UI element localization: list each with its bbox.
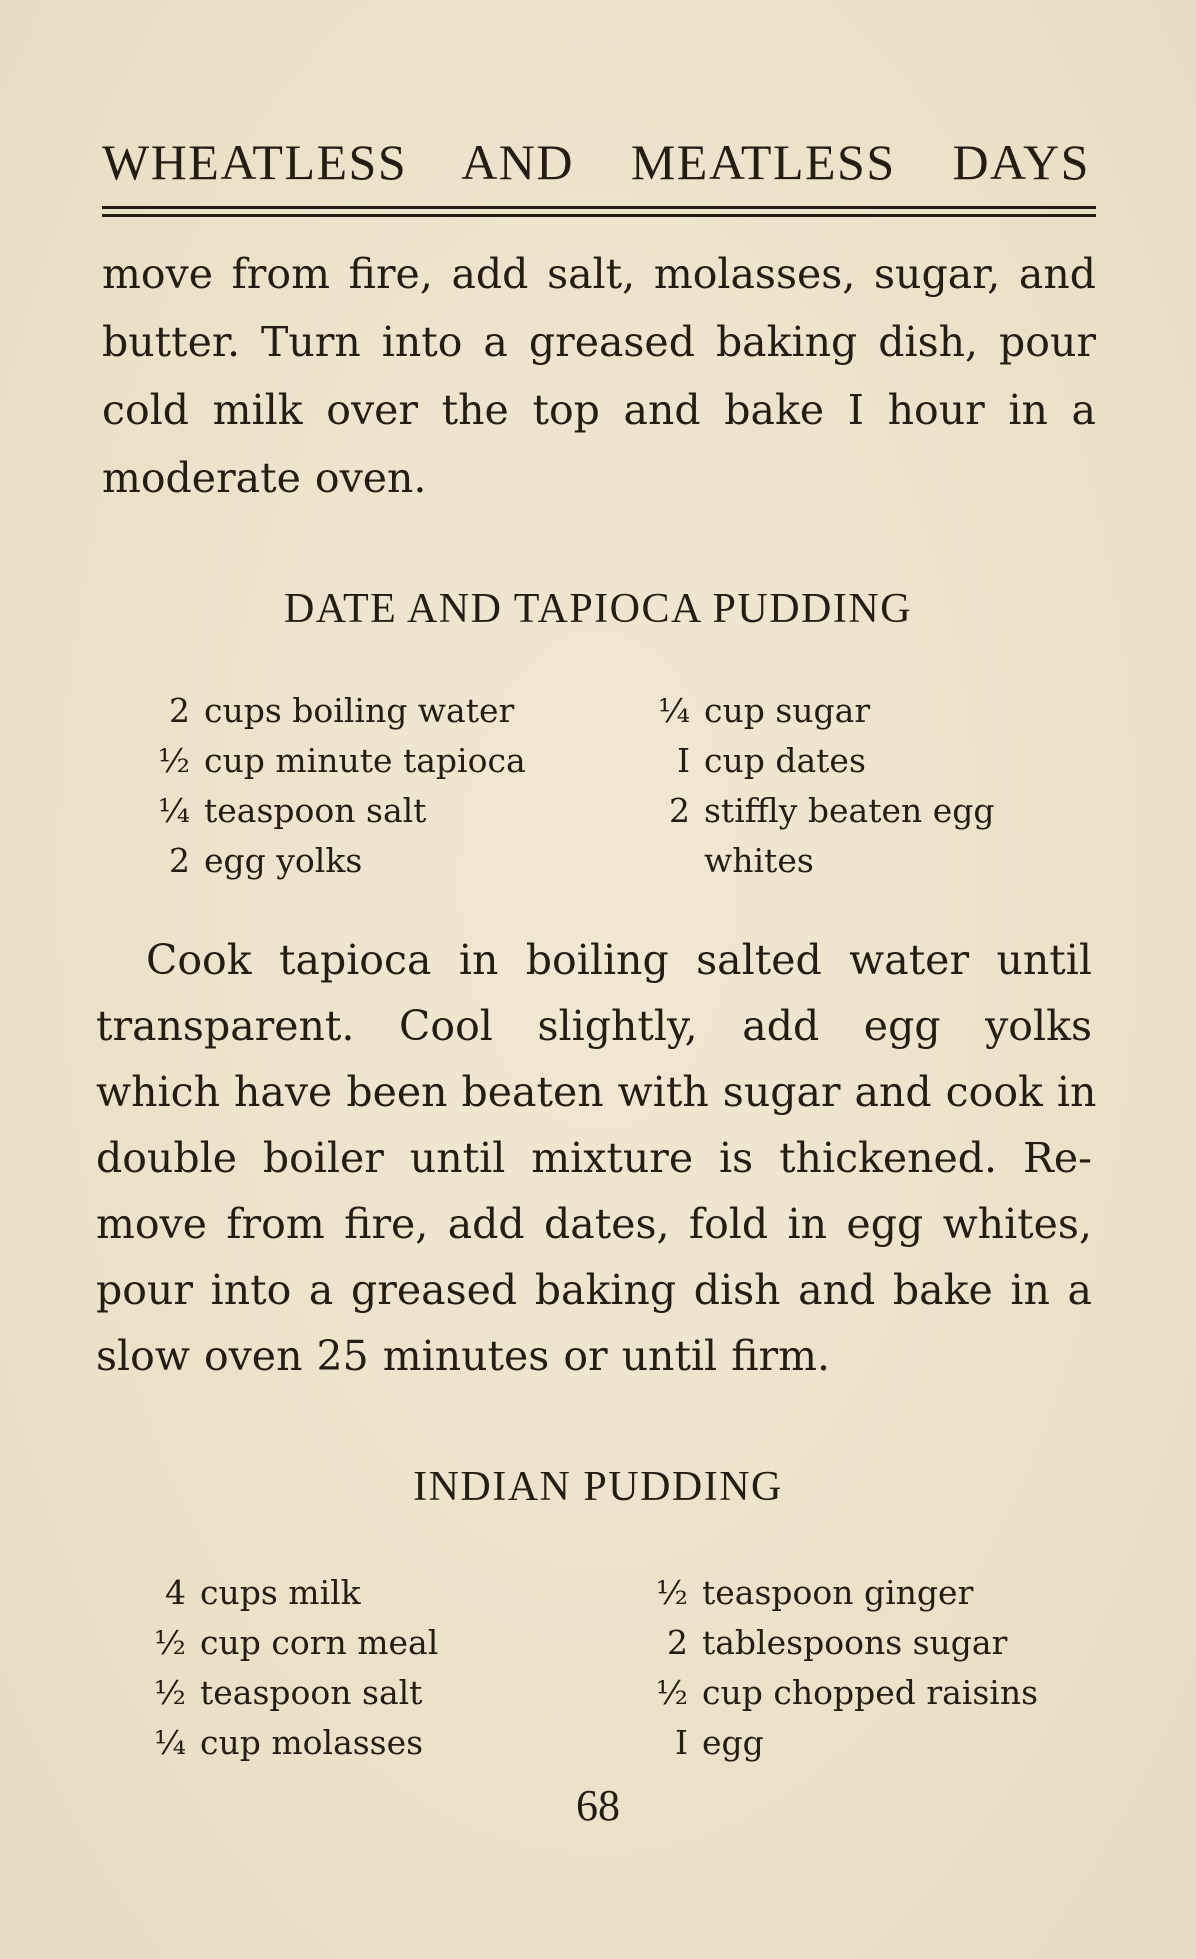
recipe-directions xyxy=(96,926,1097,1402)
recipe-title: INDIAN PUDDING xyxy=(413,1464,783,1510)
ingredient-item xyxy=(634,1668,1038,1718)
ingredient-item xyxy=(132,1568,361,1618)
ingredient-text: cups milk xyxy=(200,1573,361,1612)
directions-line: slow oven 25 minutes or until firm. xyxy=(96,1332,831,1380)
ingredient-quantity: I xyxy=(676,741,690,780)
ingredient-text: egg yolks xyxy=(204,841,363,880)
ingredient-text: egg xyxy=(702,1723,764,1762)
ingredient-item xyxy=(636,736,866,786)
ingredient-text: teaspoon salt xyxy=(200,1673,423,1712)
ingredient-text: tablespoons sugar xyxy=(702,1623,1008,1662)
ingredient-quantity: ½ xyxy=(656,1573,688,1612)
ingredient-text: cup corn meal xyxy=(200,1623,439,1662)
ingredient-quantity: I xyxy=(674,1723,688,1762)
ingredient-text: cups boiling water xyxy=(204,691,515,730)
ingredient-item xyxy=(634,1618,1007,1668)
ingredient-text: stiffly beaten egg xyxy=(704,791,995,830)
ingredient-quantity: ½ xyxy=(154,1673,186,1712)
header-rule-top xyxy=(102,206,1096,209)
paragraph-line: butter. Turn into a greased baking dish, pour xyxy=(102,318,1096,366)
ingredient-text: teaspoon salt xyxy=(204,791,427,830)
ingredient-item xyxy=(136,836,362,886)
paragraph-line: cold milk over the top and bake I hour in a xyxy=(102,386,1096,434)
directions-line: pour into a greased baking dish and bake in a xyxy=(96,1266,1092,1314)
header-rule-bottom xyxy=(102,214,1096,217)
directions-line: double boiler until mixture is thickened. Re- xyxy=(96,1134,1092,1182)
ingredient-text: cup sugar xyxy=(704,691,871,730)
page-number: 68 xyxy=(576,1781,620,1830)
ingredient-quantity: 2 xyxy=(169,841,190,880)
ingredient-text: cup chopped raisins xyxy=(702,1673,1039,1712)
ingredient-quantity: 2 xyxy=(669,791,690,830)
continued-paragraph xyxy=(102,240,1096,512)
ingredient-item xyxy=(634,1568,973,1618)
ingredient-quantity: ½ xyxy=(154,1623,186,1662)
recipe-title: DATE AND TAPIOCA PUDDING xyxy=(283,586,913,632)
ingredient-item xyxy=(636,836,814,886)
ingredient-quantity: 2 xyxy=(667,1623,688,1662)
ingredient-text: teaspoon ginger xyxy=(702,1573,974,1612)
ingredient-item xyxy=(136,686,514,736)
ingredient-text: cup dates xyxy=(704,741,866,780)
paragraph-line: move from fire, add salt, molasses, sugar, and xyxy=(102,250,1096,298)
ingredient-text: cup minute tapioca xyxy=(204,741,526,780)
paragraph-line: moderate oven. xyxy=(102,454,427,502)
directions-line: which have been beaten with sugar and cook in xyxy=(96,1068,1097,1116)
ingredient-item xyxy=(136,786,426,836)
ingredient-text: cup molasses xyxy=(200,1723,424,1762)
ingredient-quantity: 2 xyxy=(169,691,190,730)
ingredient-item xyxy=(132,1618,438,1668)
directions-line: Cook tapioca in boiling salted water until xyxy=(146,936,1092,984)
ingredient-item xyxy=(132,1718,423,1768)
ingredient-text: whites xyxy=(704,841,814,880)
ingredient-quantity: ½ xyxy=(158,741,190,780)
ingredient-item xyxy=(634,1718,764,1768)
ingredient-quantity: ¼ xyxy=(658,691,690,730)
ingredient-item xyxy=(132,1668,422,1718)
ingredient-item xyxy=(136,736,526,786)
ingredient-item xyxy=(636,786,995,836)
ingredient-item xyxy=(636,686,870,736)
running-head: WHEATLESS AND MEATLESS DAYS xyxy=(102,134,1090,190)
ingredient-quantity: ¼ xyxy=(154,1723,186,1762)
ingredient-quantity: 4 xyxy=(165,1573,186,1612)
directions-line: move from fire, add dates, fold in egg whites, xyxy=(96,1200,1092,1248)
directions-line: transparent. Cool slightly, add egg yolks xyxy=(96,1002,1092,1050)
ingredient-quantity: ½ xyxy=(656,1673,688,1712)
ingredient-quantity: ¼ xyxy=(158,791,190,830)
